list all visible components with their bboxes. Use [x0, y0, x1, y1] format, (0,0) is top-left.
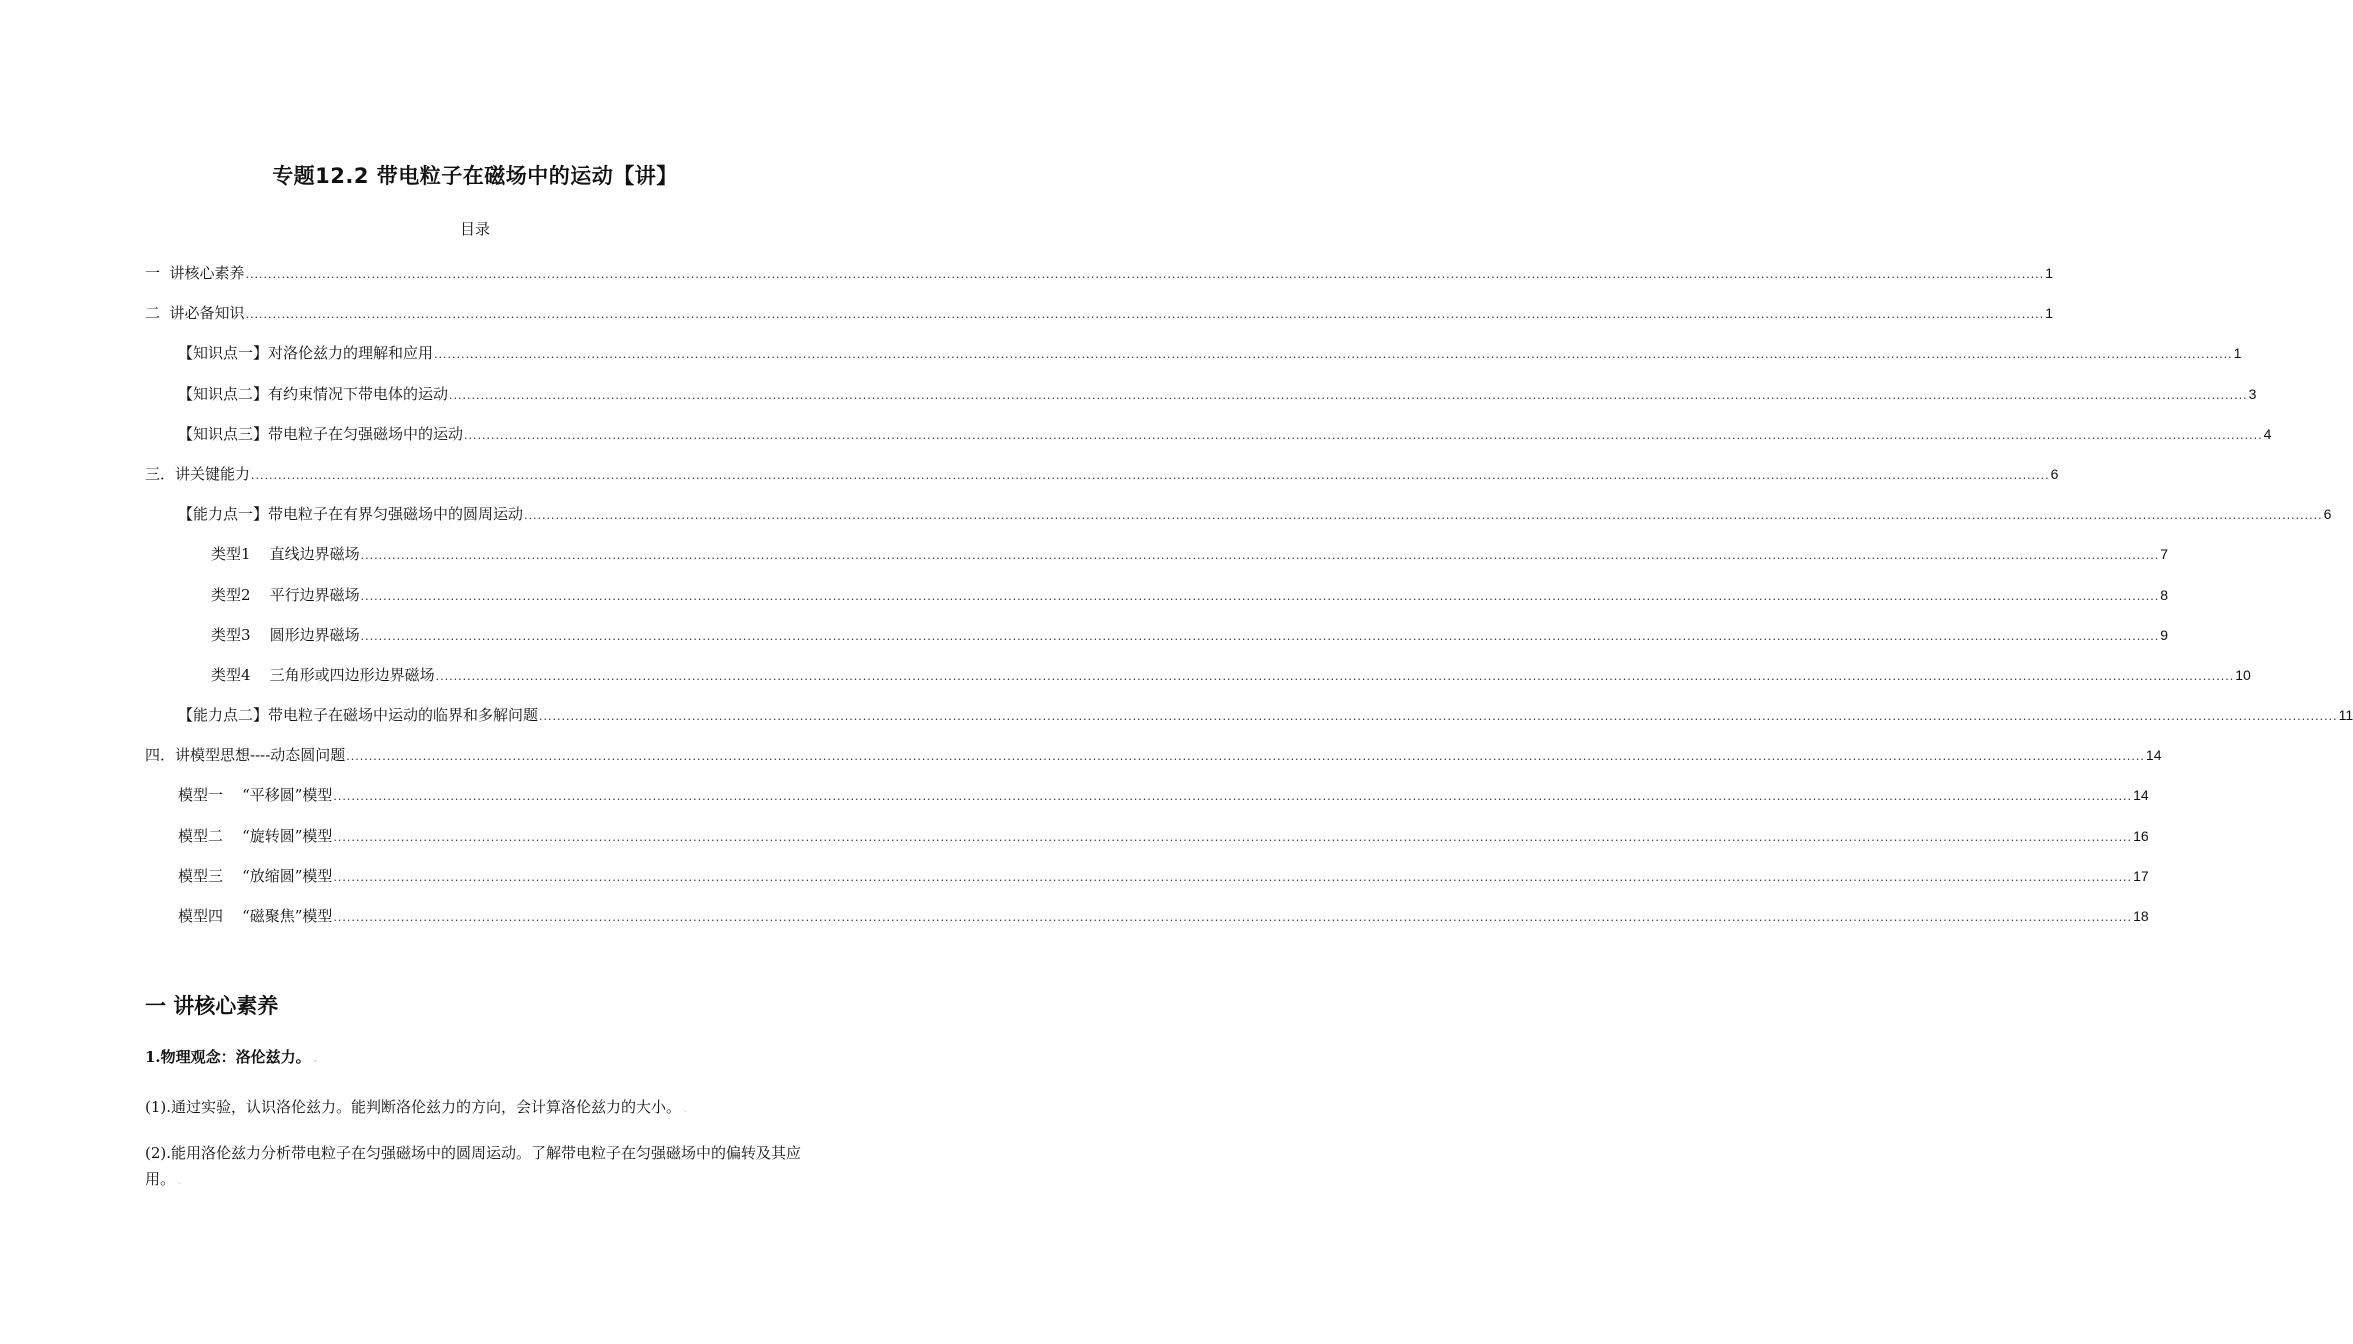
- toc-entry-title: 三．讲关键能力: [145, 464, 251, 483]
- toc-entry-title: 【知识点二】有约束情况下带电体的运动: [178, 384, 449, 403]
- toc-entry-title: 【能力点二】带电粒子在磁场中运动的临界和多解问题: [178, 706, 539, 725]
- toc-entry[interactable]: [145, 302, 2053, 342]
- toc-entry-page: 7: [2160, 546, 2169, 563]
- toc-entry-page: 6: [2323, 506, 2332, 523]
- toc-entry-title: 模型四 “磁聚焦”模型: [178, 907, 333, 925]
- toc-entry-page: 14: [2133, 787, 2149, 804]
- toc-entry-title: 【能力点一】带电粒子在有界匀强磁场中的圆周运动: [178, 505, 524, 524]
- toc-leader-dots: ................................................................................................................................................................................................................................................................................................................................................................................................................: [333, 911, 2133, 924]
- toc-entry-title: 【知识点一】对洛伦兹力的理解和应用: [178, 344, 434, 363]
- toc-leader-dots: ................................................................................................................................................................................................................................................................................................................................................................................................................: [524, 509, 2323, 523]
- toc-entry-page: 4: [2263, 425, 2272, 442]
- toc-leader-dots: ................................................................................................................................................................................................................................................................................................................................................................................................................: [435, 669, 2235, 683]
- toc-entry-page: 1: [2045, 305, 2053, 322]
- toc-entry[interactable]: [145, 503, 2332, 543]
- toc-entry-page: 1: [2045, 265, 2053, 281]
- toc-entry-page: 1: [2233, 345, 2242, 362]
- toc-entry-page: 17: [2133, 867, 2149, 884]
- toc-entry-page: 3: [2248, 385, 2257, 402]
- toc-entry-page: 18: [2133, 908, 2149, 924]
- toc-entry[interactable]: [145, 744, 2162, 784]
- toc-entry-title: 类型4 三角形或四边形边界磁场: [211, 665, 435, 684]
- toc-entry[interactable]: [145, 704, 2353, 744]
- toc-entry-title: 模型三 “放缩圆”模型: [178, 866, 333, 885]
- toc-entry-title: 模型一 “平移圆”模型: [178, 786, 333, 805]
- toc-entry[interactable]: [145, 664, 2251, 704]
- toc-entry[interactable]: [145, 463, 2059, 503]
- toc-entry-title: 二 讲必备知识: [145, 304, 245, 323]
- toc-leader-dots: ................................................................................................................................................................................................................................................................................................................................................................................................................: [245, 308, 2045, 322]
- toc-entry[interactable]: [145, 784, 2149, 824]
- toc-entry[interactable]: [145, 423, 2272, 463]
- section-heading: 一 讲核心素养: [145, 994, 279, 1018]
- toc-entry-title: 【知识点三】带电粒子在匀强磁场中的运动: [178, 424, 464, 443]
- toc-leader-dots: ................................................................................................................................................................................................................................................................................................................................................................................................................: [346, 750, 2145, 764]
- toc-entry-page: 10: [2235, 666, 2251, 683]
- document-title: 专题12.2 带电粒子在磁场中的运动【讲】: [272, 164, 678, 188]
- toc-entry-page: 16: [2133, 827, 2149, 844]
- toc-entry-page: 14: [2145, 747, 2162, 764]
- toc-leader-dots: ................................................................................................................................................................................................................................................................................................................................................................................................................: [464, 428, 2263, 442]
- toc-entry-page: 8: [2160, 586, 2169, 603]
- toc-entry[interactable]: [145, 383, 2257, 423]
- toc-entry[interactable]: [145, 342, 2242, 382]
- toc-entry-title: 类型1 直线边界磁场: [211, 545, 360, 564]
- toc-leader-dots: ................................................................................................................................................................................................................................................................................................................................................................................................................: [449, 388, 2248, 402]
- toc-heading: 目录: [459, 220, 490, 238]
- table-of-contents: [145, 262, 2353, 945]
- toc-leader-dots: ................................................................................................................................................................................................................................................................................................................................................................................................................: [360, 549, 2160, 563]
- toc-entry-title: 一 讲核心素养: [145, 264, 245, 282]
- toc-entry-page: 6: [2050, 465, 2059, 482]
- section-subheading: 1.物理观念：洛伦兹力。 .: [145, 1048, 317, 1066]
- toc-entry[interactable]: [145, 543, 2169, 583]
- toc-entry[interactable]: [145, 624, 2169, 664]
- toc-entry-title: 四．讲模型思想----动态圆问题: [145, 746, 346, 765]
- toc-entry-page: 9: [2160, 626, 2169, 643]
- toc-leader-dots: ................................................................................................................................................................................................................................................................................................................................................................................................................: [434, 348, 2233, 362]
- toc-entry-title: 类型3 圆形边界磁场: [211, 625, 360, 644]
- toc-entry[interactable]: [145, 905, 2149, 945]
- toc-leader-dots: ................................................................................................................................................................................................................................................................................................................................................................................................................: [333, 870, 2133, 884]
- toc-entry[interactable]: [145, 825, 2149, 865]
- paragraph: (2).能用洛伦兹力分析带电粒子在匀强磁场中的圆周运动。了解带电粒子在匀强磁场中的偏转及其应用。 .: [145, 1144, 802, 1188]
- toc-leader-dots: ................................................................................................................................................................................................................................................................................................................................................................................................................: [360, 629, 2160, 643]
- toc-leader-dots: ................................................................................................................................................................................................................................................................................................................................................................................................................: [333, 830, 2133, 844]
- toc-entry[interactable]: [145, 865, 2149, 905]
- toc-leader-dots: ................................................................................................................................................................................................................................................................................................................................................................................................................: [245, 268, 2045, 281]
- toc-entry-title: 类型2 平行边界磁场: [211, 585, 360, 604]
- toc-leader-dots: ................................................................................................................................................................................................................................................................................................................................................................................................................: [360, 589, 2160, 603]
- toc-entry[interactable]: [145, 584, 2169, 624]
- toc-leader-dots: ................................................................................................................................................................................................................................................................................................................................................................................................................: [251, 468, 2050, 482]
- toc-entry[interactable]: [145, 262, 2053, 302]
- paragraph: (1).通过实验，认识洛伦兹力。能判断洛伦兹力的方向，会计算洛伦兹力的大小。 .: [145, 1098, 687, 1116]
- toc-entry-page: 11: [2338, 707, 2353, 724]
- toc-entry-title: 模型二 “旋转圆”模型: [178, 826, 333, 845]
- toc-leader-dots: ................................................................................................................................................................................................................................................................................................................................................................................................................: [333, 790, 2133, 804]
- toc-leader-dots: ................................................................................................................................................................................................................................................................................................................................................................................................................: [539, 710, 2338, 724]
